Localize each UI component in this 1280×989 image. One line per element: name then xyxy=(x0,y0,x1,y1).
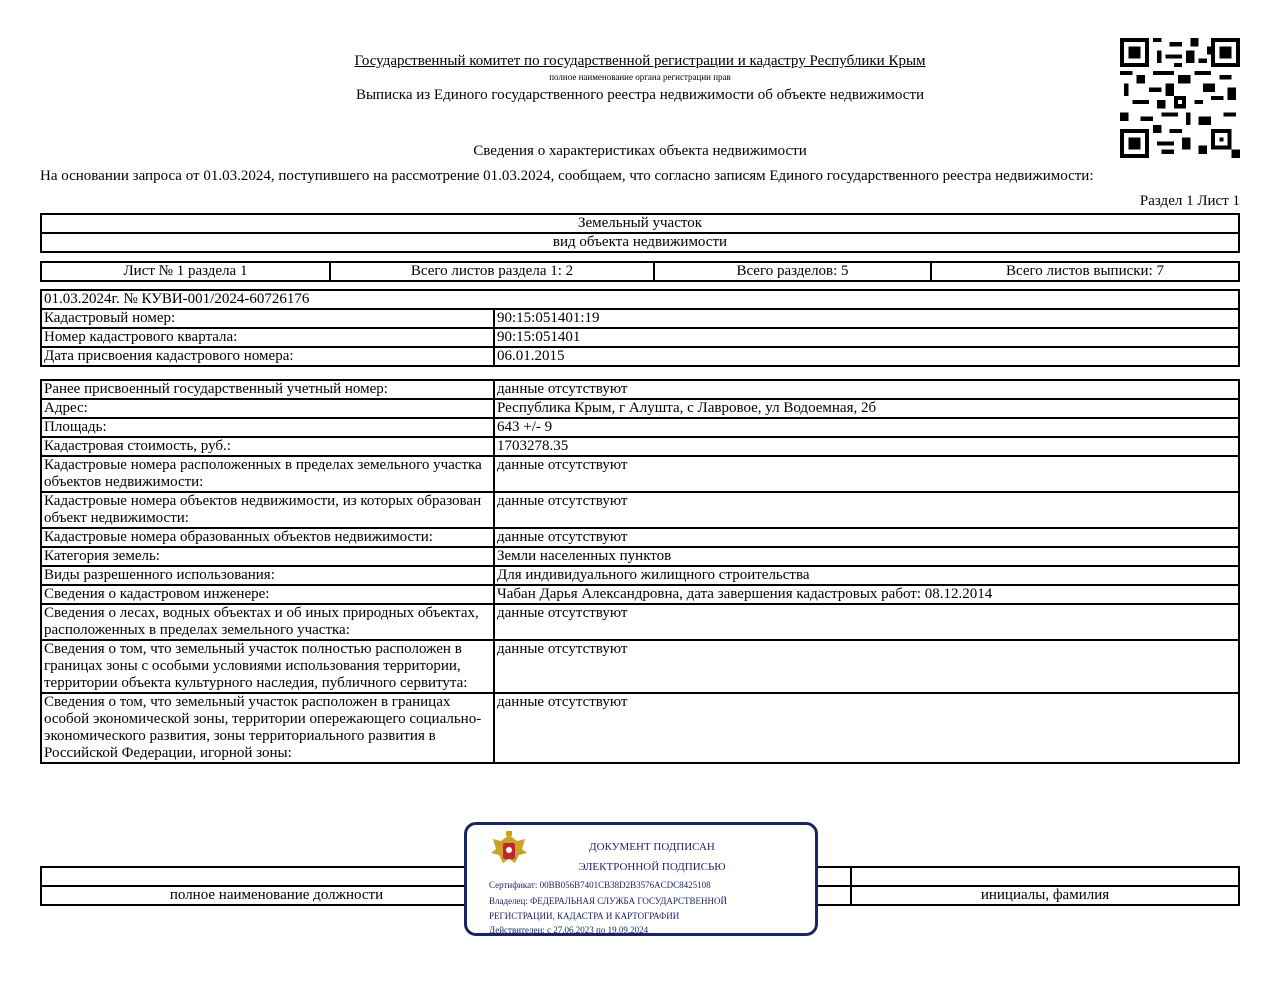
row-label: Номер кадастрового квартала: xyxy=(41,328,494,347)
row-label: Сведения о том, что земельный участок полностью расположен в границах зоны с особыми условиями использования территории, территории объекта культурного наследия, публичного сервитута: xyxy=(41,640,494,693)
table-row xyxy=(41,456,1239,492)
row-label: Площадь: xyxy=(41,418,494,437)
sheet-number: Лист № 1 раздела 1 xyxy=(41,262,330,281)
record-id: 01.03.2024г. № КУВИ-001/2024-60726176 xyxy=(41,290,1239,309)
row-value: данные отсутствуют xyxy=(494,528,1239,547)
table-row xyxy=(41,347,1239,366)
stamp-certificate: Сертификат: 00BB056B7401CB38D2B3576ACDC8425108 xyxy=(489,880,711,890)
row-value: данные отсутствуют xyxy=(494,492,1239,528)
row-value: данные отсутствуют xyxy=(494,693,1239,763)
coat-of-arms-icon xyxy=(487,829,531,873)
position-field xyxy=(41,867,512,886)
organization-name: Государственный комитет по государственной регистрации и кадастру Республики Крым xyxy=(354,53,926,69)
table-row xyxy=(41,309,1239,328)
table-row xyxy=(41,418,1239,437)
sheets-total: Всего листов выписки: 7 xyxy=(931,262,1239,281)
row-value: 90:15:051401:19 xyxy=(494,309,1239,328)
document-title: Выписка из Единого государственного реестра недвижимости об объекте недвижимости xyxy=(355,87,925,103)
row-label: Кадастровая стоимость, руб.: xyxy=(41,437,494,456)
stamp-owner-1: Владелец: ФЕДЕРАЛЬНАЯ СЛУЖБА ГОСУДАРСТВЕННОЙ xyxy=(489,896,728,906)
stamp-line-1: ДОКУМЕНТ ПОДПИСАН xyxy=(589,841,715,853)
primary-info-table xyxy=(40,289,1240,367)
sheet-info-table xyxy=(40,261,1240,282)
row-value: 1703278.35 xyxy=(494,437,1239,456)
row-value: данные отсутствуют xyxy=(494,456,1239,492)
table-row xyxy=(41,640,1239,693)
table-row xyxy=(41,492,1239,528)
row-value: 643 +/- 9 xyxy=(494,418,1239,437)
details-table xyxy=(40,379,1240,764)
row-value: данные отсутствуют xyxy=(494,380,1239,399)
position-caption: полное наименование должности xyxy=(41,886,512,905)
table-row xyxy=(41,693,1239,763)
table-row xyxy=(41,437,1239,456)
row-value: данные отсутствуют xyxy=(494,604,1239,640)
row-label: Сведения о кадастровом инженере: xyxy=(41,585,494,604)
row-value: Для индивидуального жилищного строительства xyxy=(494,566,1239,585)
section-title: Сведения о характеристиках объекта недвижимости xyxy=(473,143,807,159)
row-value: Чабан Дарья Александровна, дата завершения кадастровых работ: 08.12.2014 xyxy=(494,585,1239,604)
row-label: Категория земель: xyxy=(41,547,494,566)
row-label: Виды разрешенного использования: xyxy=(41,566,494,585)
row-value: Земли населенных пунктов xyxy=(494,547,1239,566)
sheets-in-section: Всего листов раздела 1: 2 xyxy=(330,262,654,281)
name-field xyxy=(851,867,1239,886)
row-value: данные отсутствуют xyxy=(494,640,1239,693)
object-type: Земельный участок xyxy=(41,214,1239,233)
intro-text: На основании запроса от 01.03.2024, поступившего на рассмотрение 01.03.2024, сообщаем, что согласно записям Единого государственного реестра недвижимости: xyxy=(40,168,1094,184)
table-row xyxy=(41,585,1239,604)
row-value: 90:15:051401 xyxy=(494,328,1239,347)
electronic-signature-stamp xyxy=(464,822,818,936)
organization-caption: полное наименование органа регистрации прав xyxy=(549,72,731,82)
table-row xyxy=(41,604,1239,640)
object-type-table xyxy=(40,213,1240,253)
object-type-caption: вид объекта недвижимости xyxy=(41,233,1239,252)
table-row xyxy=(41,328,1239,347)
table-row xyxy=(41,380,1239,399)
row-value: 06.01.2015 xyxy=(494,347,1239,366)
row-label: Ранее присвоенный государственный учетный номер: xyxy=(41,380,494,399)
stamp-owner-2: РЕГИСТРАЦИИ, КАДАСТРА И КАРТОГРАФИИ xyxy=(489,911,680,921)
qr-code-icon xyxy=(1120,38,1240,158)
stamp-validity: Действителен: с 27.06.2023 по 19.09.2024 xyxy=(489,925,649,935)
table-row xyxy=(41,528,1239,547)
table-row xyxy=(41,566,1239,585)
row-label: Кадастровые номера образованных объектов недвижимости: xyxy=(41,528,494,547)
row-label: Адрес: xyxy=(41,399,494,418)
name-caption: инициалы, фамилия xyxy=(851,886,1239,905)
row-label: Сведения о том, что земельный участок расположен в границах особой экономической зоны, территории опережающего социально-экономического развития, зоны территориального развития в Российской Федерации, игорной зоны: xyxy=(41,693,494,763)
stamp-line-2: ЭЛЕКТРОННОЙ ПОДПИСЬЮ xyxy=(578,861,726,873)
row-value: Республика Крым, г Алушта, с Лавровое, ул Водоемная, 2б xyxy=(494,399,1239,418)
table-row xyxy=(41,547,1239,566)
row-label: Сведения о лесах, водных объектах и об иных природных объектах, расположенных в пределах земельного участка: xyxy=(41,604,494,640)
row-label: Дата присвоения кадастрового номера: xyxy=(41,347,494,366)
row-label: Кадастровый номер: xyxy=(41,309,494,328)
page-reference: Раздел 1 Лист 1 xyxy=(1139,193,1240,209)
sections-total: Всего разделов: 5 xyxy=(654,262,931,281)
table-row xyxy=(41,399,1239,418)
row-label: Кадастровые номера расположенных в пределах земельного участка объектов недвижимости: xyxy=(41,456,494,492)
row-label: Кадастровые номера объектов недвижимости, из которых образован объект недвижимости: xyxy=(41,492,494,528)
